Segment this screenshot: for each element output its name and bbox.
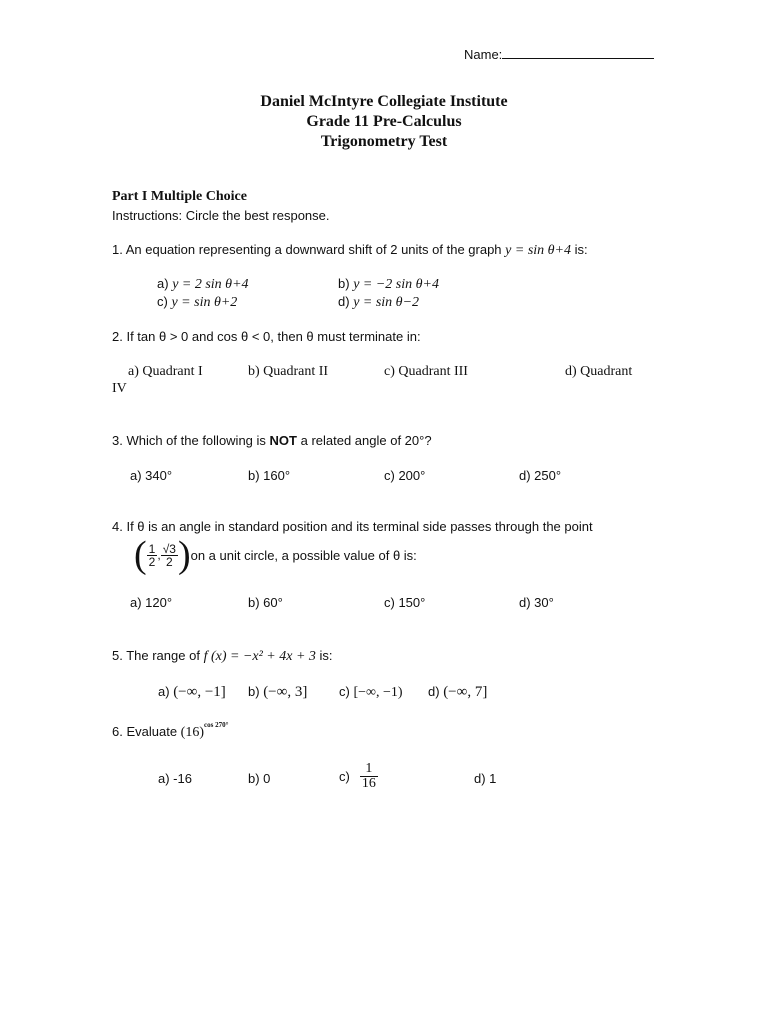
q6-option-c[interactable] [339, 762, 378, 791]
q3-stem-b: a related angle of 20°? [296, 433, 432, 448]
q5-stem-text: 5. The range of [112, 648, 200, 663]
q5-expression: f (x) = −x² + 4x + 3 [203, 649, 316, 664]
q5-option-label: d) [428, 684, 440, 699]
q3-option-a[interactable]: a) 340° [130, 468, 173, 483]
left-paren: ( [134, 534, 147, 576]
question-3-stem [112, 433, 432, 448]
q5-option-expr: [−∞, −1) [353, 685, 403, 700]
fraction-numerator: √3 [162, 541, 176, 556]
q6-base: (16) [180, 725, 204, 740]
q1-option-expr: y = sin θ−2 [353, 295, 420, 310]
q1-option-d[interactable] [338, 294, 419, 311]
q1-option-label: c) [157, 294, 168, 309]
fraction-numerator: 1 [360, 762, 378, 777]
q5-option-expr: (−∞, 3] [263, 684, 308, 700]
q4-tail: on a unit circle, a possible value of θ is: [190, 547, 417, 563]
q5-option-c[interactable] [339, 684, 403, 701]
q5-option-b[interactable] [248, 684, 307, 701]
q1-expression: y = sin θ+4 [505, 243, 571, 258]
name-label: Name: [464, 47, 503, 62]
q1-option-expr: y = −2 sin θ+4 [353, 277, 439, 292]
q3-option-d[interactable]: d) 250° [519, 468, 562, 483]
question-2-stem: 2. If tan θ > 0 and cos θ < 0, then θ must terminate in: [112, 329, 421, 344]
fraction-numerator: 1 [148, 541, 156, 556]
q6-option-a[interactable]: a) -16 [158, 771, 192, 786]
school-title: Daniel McIntyre Collegiate Institute [260, 93, 508, 110]
q3-option-c[interactable]: c) 200° [384, 468, 426, 483]
q6-option-label: c) [339, 769, 350, 784]
instructions: Instructions: Circle the best response. [112, 208, 330, 223]
question-5-stem [112, 648, 333, 665]
q1-tail: is: [574, 242, 588, 257]
q3-stem-emphasis: NOT [269, 433, 297, 448]
q5-option-label: c) [339, 684, 350, 699]
q4-option-c[interactable]: c) 150° [384, 595, 426, 610]
q1-option-c[interactable] [157, 294, 237, 311]
name-blank-line [502, 46, 654, 59]
q5-option-expr: (−∞, −1] [173, 684, 226, 700]
q1-option-a[interactable] [157, 276, 249, 293]
q3-stem-a: 3. Which of the following is [112, 433, 270, 448]
question-6-stem [112, 720, 229, 741]
q2-option-d-wrap: IV [112, 381, 127, 396]
q5-option-label: b) [248, 684, 260, 699]
part-heading: Part I Multiple Choice [112, 189, 247, 204]
q5-tail: is: [319, 648, 333, 663]
point-y-fraction [161, 543, 178, 568]
q1-option-b[interactable] [338, 276, 439, 293]
q4-point-line [134, 536, 417, 574]
fraction-denominator: 2 [165, 554, 173, 569]
q6-exponent: cos 270° [204, 720, 229, 729]
q6-stem-text: 6. Evaluate [112, 724, 178, 739]
q1-option-expr: y = sin θ+2 [171, 295, 238, 310]
q4-option-a[interactable]: a) 120° [130, 595, 173, 610]
q2-option-a[interactable]: a) Quadrant I [128, 364, 203, 379]
q1-option-expr: y = 2 sin θ+4 [172, 277, 249, 292]
fraction-denominator: 2 [148, 554, 156, 569]
q5-option-d[interactable] [428, 684, 487, 701]
q6-option-fraction [360, 762, 378, 791]
q6-option-b[interactable]: b) 0 [248, 771, 271, 786]
q2-option-d[interactable]: d) Quadrant [565, 364, 633, 379]
name-field [464, 46, 654, 62]
fraction-denominator: 16 [361, 776, 376, 791]
q1-stem-text: 1. An equation representing a downward shift of 2 units of the graph [112, 242, 502, 257]
q5-option-expr: (−∞, 7] [443, 684, 488, 700]
q4-option-b[interactable]: b) 60° [248, 595, 283, 610]
q1-option-label: a) [157, 276, 169, 291]
course-title: Grade 11 Pre-Calculus [306, 113, 462, 130]
q3-option-b[interactable]: b) 160° [248, 468, 291, 483]
test-title: Trigonometry Test [320, 133, 448, 150]
q1-option-label: b) [338, 276, 350, 291]
q4-option-d[interactable]: d) 30° [519, 595, 554, 610]
q1-option-label: d) [338, 294, 350, 309]
right-paren: ) [177, 534, 191, 576]
comma: , [157, 548, 161, 562]
point-x-fraction [147, 541, 161, 569]
q5-option-label: a) [158, 684, 170, 699]
q2-option-b[interactable]: b) Quadrant II [248, 364, 329, 379]
q6-option-d[interactable]: d) 1 [474, 771, 497, 786]
question-1-stem [112, 242, 588, 259]
q5-option-a[interactable] [158, 684, 226, 701]
q2-option-c[interactable]: c) Quadrant III [384, 364, 468, 379]
question-4-stem: 4. If θ is an angle in standard position and its terminal side passes through the point [112, 519, 593, 534]
